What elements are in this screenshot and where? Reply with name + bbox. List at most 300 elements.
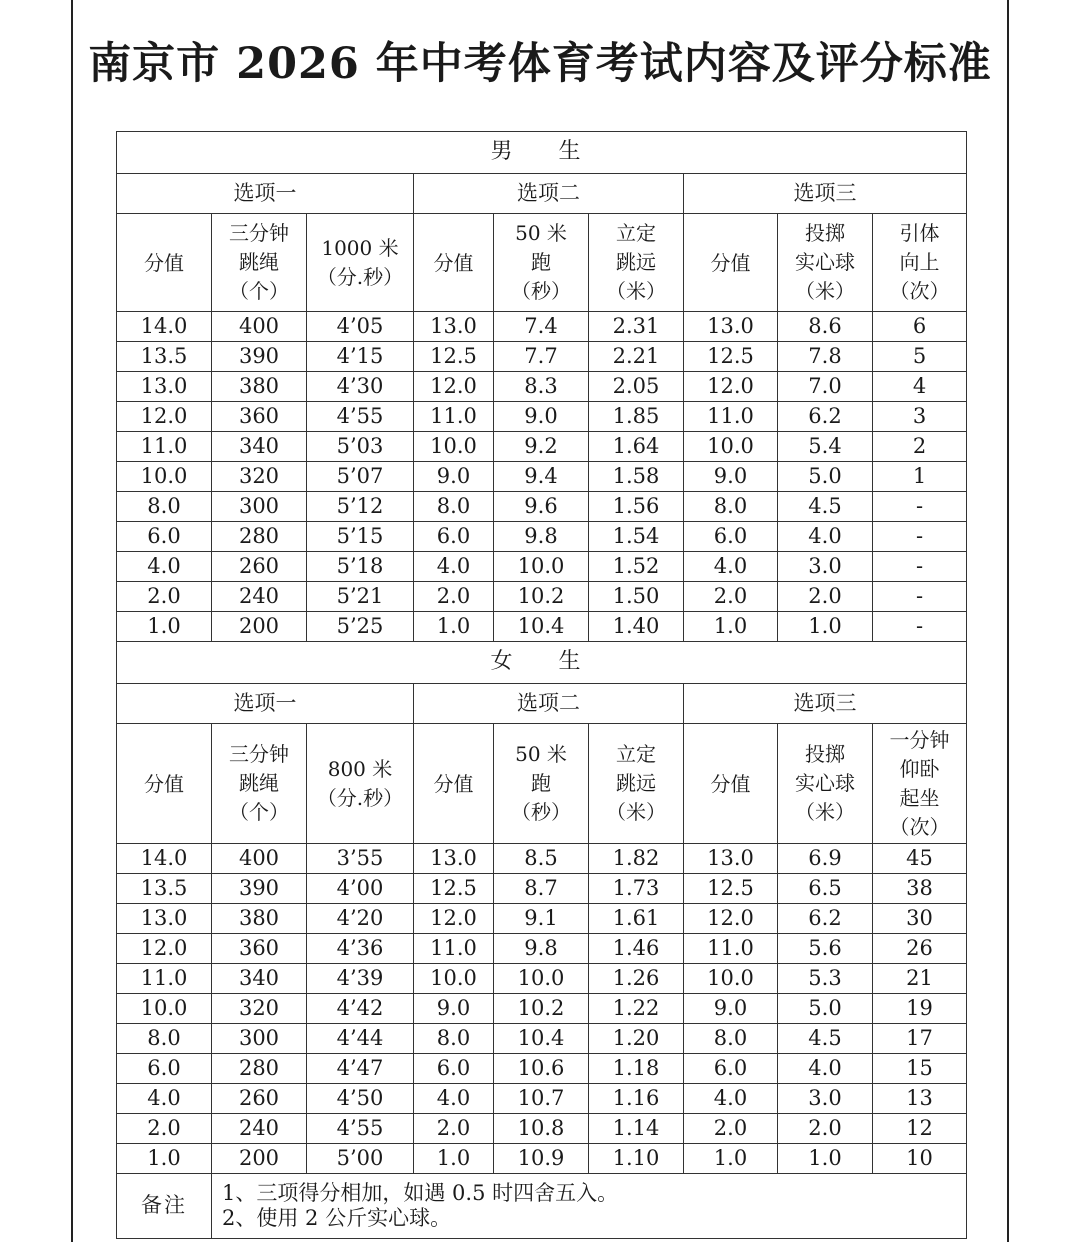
table-cell: 4’55 — [307, 1114, 414, 1144]
table-cell: 9.8 — [494, 522, 589, 552]
female-score-row — [117, 1024, 967, 1054]
female-score-row — [117, 964, 967, 994]
table-cell: 320 — [212, 462, 307, 492]
table-cell: 10.0 — [494, 552, 589, 582]
female-header-7 — [684, 724, 778, 844]
male-score-row — [117, 402, 967, 432]
table-cell: 1.40 — [589, 612, 684, 642]
table-cell: 10.0 — [117, 994, 212, 1024]
table-cell: 360 — [212, 402, 307, 432]
table-cell: 1.26 — [589, 964, 684, 994]
header-line: （次） — [889, 279, 950, 303]
table-cell: 10 — [873, 1144, 967, 1174]
table-cell: 11.0 — [684, 402, 778, 432]
table-cell: 6.0 — [117, 1054, 212, 1084]
table-cell: 12.5 — [414, 342, 494, 372]
table-cell: 8.0 — [684, 492, 778, 522]
male-header-1 — [117, 214, 212, 312]
table-cell: 1.0 — [778, 1144, 873, 1174]
male-score-row — [117, 372, 967, 402]
female-score-row — [117, 1114, 967, 1144]
table-cell: 390 — [212, 874, 307, 904]
table-cell: 6.0 — [414, 522, 494, 552]
female-header-2 — [212, 724, 307, 844]
table-cell: 5’18 — [307, 552, 414, 582]
header-line: 分值 — [144, 771, 184, 796]
header-line: 跳远 — [616, 771, 656, 795]
table-cell: 9.0 — [414, 462, 494, 492]
table-cell: 12.0 — [414, 904, 494, 934]
male-score-row — [117, 612, 967, 642]
remarks-body — [212, 1174, 967, 1239]
table-cell: 1 — [873, 462, 967, 492]
female-header-3 — [307, 724, 414, 844]
header-line: （分.秒） — [316, 785, 404, 810]
table-cell: 9.6 — [494, 492, 589, 522]
table-cell: 2.0 — [117, 582, 212, 612]
table-cell: 200 — [212, 1144, 307, 1174]
female-header-6 — [589, 724, 684, 844]
table-cell: 14.0 — [117, 844, 212, 874]
male-header-7 — [684, 214, 778, 312]
table-cell: 1.0 — [117, 612, 212, 642]
scoring-standard-table — [116, 131, 967, 1239]
page-border-right — [1007, 0, 1009, 1242]
table-cell: 4’50 — [307, 1084, 414, 1114]
table-cell: 4’15 — [307, 342, 414, 372]
header-line: 引体 — [899, 221, 940, 245]
table-cell: 400 — [212, 312, 307, 342]
male-score-row — [117, 312, 967, 342]
table-cell: 280 — [212, 522, 307, 552]
table-cell: 10.8 — [494, 1114, 589, 1144]
table-cell: 11.0 — [684, 934, 778, 964]
table-cell: 8.3 — [494, 372, 589, 402]
table-cell: 5.0 — [778, 462, 873, 492]
header-line: （米） — [606, 800, 666, 824]
female-header-8 — [778, 724, 873, 844]
header-line: 分值 — [433, 250, 474, 275]
table-cell: 340 — [212, 964, 307, 994]
table-cell: 2.0 — [778, 582, 873, 612]
table-cell: 8.0 — [414, 1024, 494, 1054]
table-cell: - — [873, 582, 967, 612]
header-line: 实心球 — [795, 771, 855, 795]
remark-line: 1、三项得分相加，如遇 0.5 时四舍五入。 — [222, 1180, 619, 1205]
male-score-row — [117, 462, 967, 492]
male-header-2 — [212, 214, 307, 312]
female-option-1: 选项一 — [117, 684, 414, 724]
table-cell: 1.0 — [414, 1144, 494, 1174]
table-cell: 7.0 — [778, 372, 873, 402]
table-cell: 6.0 — [414, 1054, 494, 1084]
table-cell: 5’07 — [307, 462, 414, 492]
table-cell: 2.0 — [414, 1114, 494, 1144]
table-cell: 10.2 — [494, 582, 589, 612]
male-score-row — [117, 432, 967, 462]
header-line: 跑 — [531, 250, 551, 274]
table-cell: 6.2 — [778, 402, 873, 432]
table-cell: 1.0 — [778, 612, 873, 642]
header-line: （分.秒） — [316, 264, 404, 289]
table-cell: 380 — [212, 372, 307, 402]
table-cell: 1.20 — [589, 1024, 684, 1054]
table-cell: 14.0 — [117, 312, 212, 342]
header-line: （秒） — [511, 800, 571, 824]
table-cell: 10.6 — [494, 1054, 589, 1084]
table-cell: 8.7 — [494, 874, 589, 904]
male-score-row — [117, 492, 967, 522]
table-cell: 7.4 — [494, 312, 589, 342]
header-line: （个） — [229, 279, 289, 303]
header-line: 向上 — [899, 250, 940, 274]
remarks-label: 备注 — [117, 1174, 212, 1239]
table-cell: 9.4 — [494, 462, 589, 492]
male-header-9 — [873, 214, 967, 312]
male-header-8 — [778, 214, 873, 312]
table-cell: 11.0 — [117, 432, 212, 462]
table-cell: 11.0 — [117, 964, 212, 994]
header-line: （米） — [795, 800, 855, 824]
header-line: 立定 — [616, 742, 656, 766]
table-cell: 10.4 — [494, 612, 589, 642]
table-cell: 45 — [873, 844, 967, 874]
header-line: 仰卧 — [899, 756, 940, 781]
table-cell: 340 — [212, 432, 307, 462]
table-cell: 38 — [873, 874, 967, 904]
table-cell: 1.61 — [589, 904, 684, 934]
table-cell: 3.0 — [778, 1084, 873, 1114]
table-cell: 10.2 — [494, 994, 589, 1024]
header-line: （秒） — [511, 279, 571, 303]
table-cell: 6.5 — [778, 874, 873, 904]
table-cell: 5.4 — [778, 432, 873, 462]
female-gender-label: 女 生 — [117, 642, 967, 684]
table-cell: 1.10 — [589, 1144, 684, 1174]
table-cell: 4’44 — [307, 1024, 414, 1054]
female-score-row — [117, 1144, 967, 1174]
table-cell: 5 — [873, 342, 967, 372]
table-cell: 1.54 — [589, 522, 684, 552]
table-cell: 1.50 — [589, 582, 684, 612]
table-cell: 240 — [212, 1114, 307, 1144]
table-cell: 5.0 — [778, 994, 873, 1024]
table-cell: 15 — [873, 1054, 967, 1084]
table-cell: 6.0 — [684, 1054, 778, 1084]
male-gender-label: 男 生 — [117, 132, 967, 174]
table-cell: 1.46 — [589, 934, 684, 964]
table-cell: 4.0 — [117, 552, 212, 582]
male-header-6 — [589, 214, 684, 312]
table-cell: 5’15 — [307, 522, 414, 552]
table-cell: 6 — [873, 312, 967, 342]
table-cell: 30 — [873, 904, 967, 934]
table-cell: 10.0 — [117, 462, 212, 492]
table-cell: 3.0 — [778, 552, 873, 582]
table-cell: 4.5 — [778, 492, 873, 522]
female-header-4 — [414, 724, 494, 844]
table-cell: 10.0 — [684, 964, 778, 994]
female-gender-row — [117, 642, 967, 684]
header-line: 分值 — [710, 771, 751, 796]
table-cell: 1.56 — [589, 492, 684, 522]
table-cell: 21 — [873, 964, 967, 994]
female-header-9 — [873, 724, 967, 844]
male-score-row — [117, 582, 967, 612]
table-cell: 8.0 — [117, 1024, 212, 1054]
table-cell: 10.7 — [494, 1084, 589, 1114]
header-line: （米） — [795, 279, 855, 303]
table-cell: 2.0 — [684, 582, 778, 612]
table-cell: 4.0 — [778, 522, 873, 552]
page-border-left — [71, 0, 73, 1242]
table-cell: 4.0 — [414, 1084, 494, 1114]
table-cell: 6.2 — [778, 904, 873, 934]
table-cell: 11.0 — [414, 934, 494, 964]
female-option-3: 选项三 — [684, 684, 967, 724]
table-cell: 11.0 — [414, 402, 494, 432]
table-cell: 12.0 — [117, 402, 212, 432]
table-cell: 13.0 — [117, 904, 212, 934]
table-cell: 13.0 — [414, 844, 494, 874]
table-cell: 4’30 — [307, 372, 414, 402]
male-score-row — [117, 342, 967, 372]
table-cell: 4 — [873, 372, 967, 402]
table-cell: 260 — [212, 552, 307, 582]
table-cell: 300 — [212, 492, 307, 522]
table-cell: 1.85 — [589, 402, 684, 432]
female-score-row — [117, 904, 967, 934]
female-score-row — [117, 994, 967, 1024]
table-cell: 10.0 — [414, 964, 494, 994]
table-cell: 4’20 — [307, 904, 414, 934]
table-cell: 1.22 — [589, 994, 684, 1024]
table-cell: 4.0 — [684, 552, 778, 582]
header-line: 投掷 — [805, 221, 845, 245]
table-cell: 9.0 — [684, 462, 778, 492]
header-line: （次） — [889, 814, 950, 839]
table-cell: 9.0 — [414, 994, 494, 1024]
header-line: 立定 — [616, 221, 656, 245]
table-cell: 13.0 — [117, 372, 212, 402]
table-cell: 6.0 — [684, 522, 778, 552]
table-cell: 9.2 — [494, 432, 589, 462]
table-cell: 1.64 — [589, 432, 684, 462]
header-line: 分值 — [433, 771, 474, 796]
header-line: 跳绳 — [239, 771, 279, 795]
table-cell: 12.5 — [684, 874, 778, 904]
remark-line: 2、使用 2 公斤实心球。 — [222, 1206, 452, 1230]
table-cell: 2.0 — [684, 1114, 778, 1144]
table-cell: 10.0 — [414, 432, 494, 462]
female-score-row — [117, 1084, 967, 1114]
table-cell: 12 — [873, 1114, 967, 1144]
female-score-row — [117, 1054, 967, 1084]
table-cell: 5’03 — [307, 432, 414, 462]
table-cell: 1.0 — [684, 612, 778, 642]
table-cell: 13.0 — [684, 312, 778, 342]
table-cell: 4’42 — [307, 994, 414, 1024]
table-cell: 280 — [212, 1054, 307, 1084]
table-cell: 4.0 — [684, 1084, 778, 1114]
table-cell: 8.6 — [778, 312, 873, 342]
table-cell: 10.9 — [494, 1144, 589, 1174]
table-cell: 17 — [873, 1024, 967, 1054]
table-cell: 10.0 — [494, 964, 589, 994]
table-cell: 1.14 — [589, 1114, 684, 1144]
table-cell: 12.0 — [414, 372, 494, 402]
male-gender-row — [117, 132, 967, 174]
table-cell: 320 — [212, 994, 307, 1024]
table-cell: 5’00 — [307, 1144, 414, 1174]
remarks-row — [117, 1174, 967, 1239]
table-cell: 26 — [873, 934, 967, 964]
table-cell: 9.8 — [494, 934, 589, 964]
table-cell: 200 — [212, 612, 307, 642]
female-option-row — [117, 684, 967, 724]
table-cell: 1.58 — [589, 462, 684, 492]
table-cell: 1.16 — [589, 1084, 684, 1114]
document-title: 南京市 2026 年中考体育考试内容及评分标准 — [88, 39, 992, 89]
table-cell: - — [873, 522, 967, 552]
table-cell: 4.5 — [778, 1024, 873, 1054]
table-cell: 2 — [873, 432, 967, 462]
table-cell: 4’05 — [307, 312, 414, 342]
table-cell: 12.5 — [684, 342, 778, 372]
header-line: 起坐 — [899, 785, 940, 810]
female-header-1 — [117, 724, 212, 844]
male-header-3 — [307, 214, 414, 312]
header-line: 三分钟 — [229, 221, 289, 245]
header-line: 分值 — [144, 250, 184, 275]
table-cell: 400 — [212, 844, 307, 874]
table-cell: 3 — [873, 402, 967, 432]
table-cell: 1.0 — [117, 1144, 212, 1174]
male-option-3: 选项三 — [684, 174, 967, 214]
table-cell: 4’36 — [307, 934, 414, 964]
table-cell: 9.0 — [684, 994, 778, 1024]
table-cell: - — [873, 552, 967, 582]
table-cell: 4’47 — [307, 1054, 414, 1084]
table-cell: 3’55 — [307, 844, 414, 874]
table-cell: - — [873, 492, 967, 522]
table-cell: 2.31 — [589, 312, 684, 342]
table-cell: 4’00 — [307, 874, 414, 904]
table-cell: 13.0 — [684, 844, 778, 874]
table-cell: 1.18 — [589, 1054, 684, 1084]
table-cell: 240 — [212, 582, 307, 612]
table-cell: 4.0 — [414, 552, 494, 582]
header-line: （个） — [229, 800, 289, 824]
table-cell: 8.0 — [684, 1024, 778, 1054]
table-cell: 6.0 — [117, 522, 212, 552]
table-cell: 7.7 — [494, 342, 589, 372]
male-option-row — [117, 174, 967, 214]
header-line: 一分钟 — [889, 727, 950, 752]
table-cell: 10.4 — [494, 1024, 589, 1054]
table-cell: 13.5 — [117, 342, 212, 372]
table-cell: 5’25 — [307, 612, 414, 642]
header-line: 分值 — [710, 250, 751, 275]
table-cell: 5.6 — [778, 934, 873, 964]
female-header-5 — [494, 724, 589, 844]
header-line: 800 米 — [327, 756, 393, 781]
male-header-5 — [494, 214, 589, 312]
table-cell: 9.1 — [494, 904, 589, 934]
table-cell: 4’55 — [307, 402, 414, 432]
table-cell: - — [873, 612, 967, 642]
table-cell: 12.0 — [684, 372, 778, 402]
female-header-row — [117, 724, 967, 844]
table-cell: 2.05 — [589, 372, 684, 402]
table-cell: 1.52 — [589, 552, 684, 582]
header-line: 三分钟 — [229, 742, 289, 766]
table-cell: 19 — [873, 994, 967, 1024]
table-cell: 13.5 — [117, 874, 212, 904]
table-cell: 1.0 — [414, 612, 494, 642]
table-cell: 2.21 — [589, 342, 684, 372]
table-cell: 6.9 — [778, 844, 873, 874]
female-score-row — [117, 844, 967, 874]
table-cell: 2.0 — [117, 1114, 212, 1144]
male-option-2: 选项二 — [414, 174, 684, 214]
table-cell: 13.0 — [414, 312, 494, 342]
table-cell: 1.73 — [589, 874, 684, 904]
male-header-4 — [414, 214, 494, 312]
female-score-row — [117, 874, 967, 904]
table-cell: 5’12 — [307, 492, 414, 522]
female-score-row — [117, 934, 967, 964]
header-line: 跑 — [531, 771, 551, 795]
table-cell: 8.0 — [117, 492, 212, 522]
header-line: （米） — [606, 279, 666, 303]
table-cell: 4.0 — [778, 1054, 873, 1084]
male-option-1: 选项一 — [117, 174, 414, 214]
table-cell: 1.82 — [589, 844, 684, 874]
header-line: 1000 米 — [321, 235, 399, 260]
table-cell: 9.0 — [494, 402, 589, 432]
header-line: 跳远 — [616, 250, 656, 274]
header-line: 实心球 — [795, 250, 855, 274]
header-line: 50 米 — [515, 742, 567, 766]
table-body — [117, 132, 967, 1239]
table-cell: 5.3 — [778, 964, 873, 994]
male-header-row — [117, 214, 967, 312]
table-cell: 7.8 — [778, 342, 873, 372]
table-cell: 4’39 — [307, 964, 414, 994]
table-cell: 12.0 — [117, 934, 212, 964]
table-cell: 2.0 — [778, 1114, 873, 1144]
header-line: 50 米 — [515, 221, 567, 245]
table-cell: 380 — [212, 904, 307, 934]
table-cell: 8.0 — [414, 492, 494, 522]
table-cell: 390 — [212, 342, 307, 372]
table-cell: 5’21 — [307, 582, 414, 612]
table-cell: 12.0 — [684, 904, 778, 934]
table-cell: 260 — [212, 1084, 307, 1114]
header-line: 投掷 — [805, 742, 845, 766]
table-cell: 1.0 — [684, 1144, 778, 1174]
header-line: 跳绳 — [239, 250, 279, 274]
table-cell: 13 — [873, 1084, 967, 1114]
table-cell: 360 — [212, 934, 307, 964]
female-option-2: 选项二 — [414, 684, 684, 724]
male-score-row — [117, 552, 967, 582]
table-cell: 4.0 — [117, 1084, 212, 1114]
table-cell: 300 — [212, 1024, 307, 1054]
table-cell: 8.5 — [494, 844, 589, 874]
male-score-row — [117, 522, 967, 552]
